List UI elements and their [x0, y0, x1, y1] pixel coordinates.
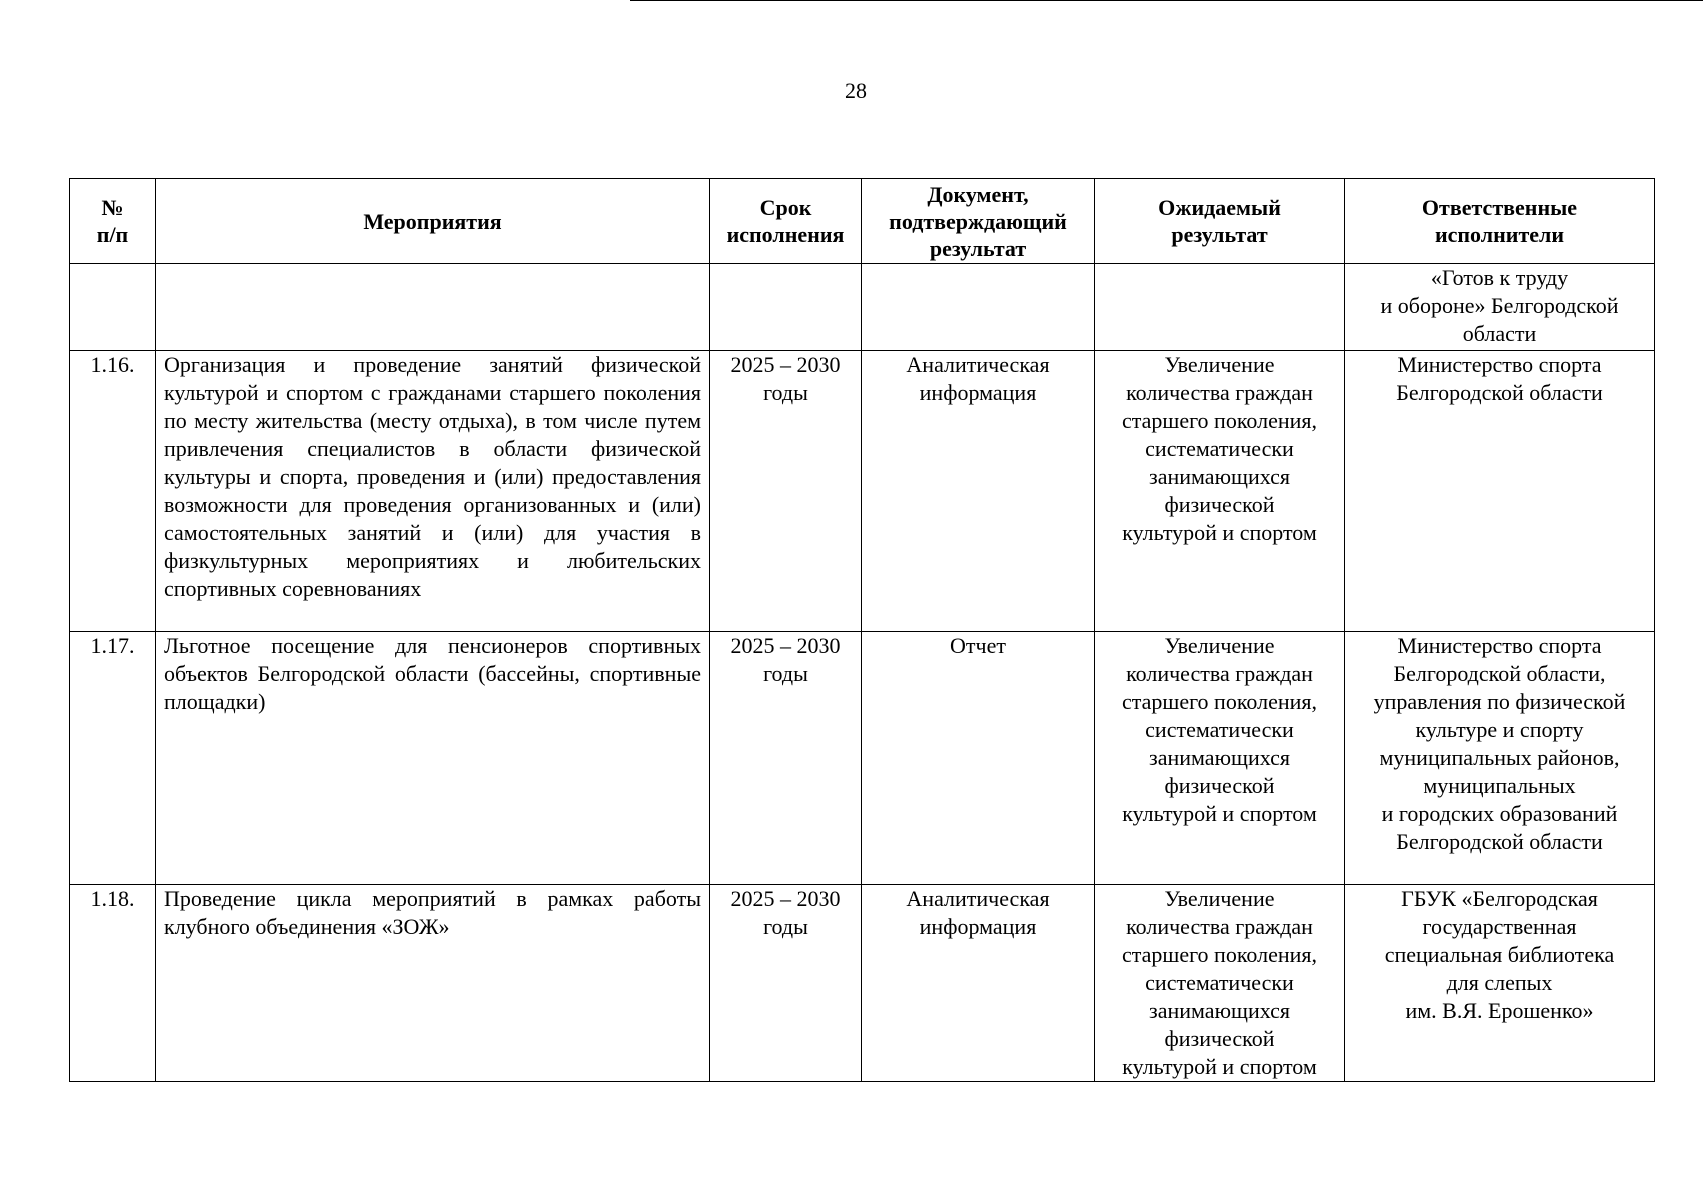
table-row — [70, 632, 1655, 885]
header-num: № п/п — [70, 179, 156, 264]
table-row — [70, 351, 1655, 632]
cell-num: 1.17. — [70, 632, 156, 885]
cell-event: Льготное посещение для пенсионеров спортивных объектов Белгородской области (бассейны, спортивные площадки) — [156, 632, 710, 885]
page-number: 28 — [845, 78, 867, 103]
plan-table — [69, 178, 1655, 1082]
cell-document: Отчет — [862, 632, 1095, 885]
cell-event — [156, 264, 710, 351]
cell-deadline — [710, 264, 862, 351]
cell-deadline: 2025 – 2030 годы — [710, 351, 862, 632]
top-rule — [630, 0, 1703, 1]
table-row — [70, 885, 1655, 1082]
cell-num — [70, 264, 156, 351]
cell-result: Увеличение количества граждан старшего поколения, систематически занимающихся физической культурой и спортом — [1095, 885, 1345, 1082]
cell-document: Аналитическая информация — [862, 351, 1095, 632]
table-header-row — [70, 179, 1655, 264]
cell-result: Увеличение количества граждан старшего поколения, систематически занимающихся физической культурой и спортом — [1095, 632, 1345, 885]
table-row-continuation — [70, 264, 1655, 351]
cell-result: Увеличение количества граждан старшего поколения, систематически занимающихся физической культурой и спортом — [1095, 351, 1345, 632]
cell-num: 1.18. — [70, 885, 156, 1082]
header-deadline: Срок исполнения — [710, 179, 862, 264]
header-responsible: Ответственные исполнители — [1345, 179, 1655, 264]
cell-responsible: Министерство спорта Белгородской области — [1345, 351, 1655, 632]
cell-num: 1.16. — [70, 351, 156, 632]
header-result: Ожидаемый результат — [1095, 179, 1345, 264]
cell-document: Аналитическая информация — [862, 885, 1095, 1082]
cell-responsible: Министерство спорта Белгородской области, управления по физической культуре и спорту муниципальных районов, муниципальных и городских образований Белгородской области — [1345, 632, 1655, 885]
cell-deadline: 2025 – 2030 годы — [710, 632, 862, 885]
cell-deadline: 2025 – 2030 годы — [710, 885, 862, 1082]
header-events: Мероприятия — [156, 179, 710, 264]
cell-event: Организация и проведение занятий физической культурой и спортом с гражданами старшего поколения по месту жительства (месту отдыха), в том числе путем привлечения специалистов в области физической культуры и спорта, проведения и (или) предоставления возможности для проведения организованных и (или) самостоятельных занятий и (или) для участия в физкультурных мероприятиях и любительских спортивных соревнованиях — [156, 351, 710, 632]
cell-result — [1095, 264, 1345, 351]
cell-responsible: «Готов к труду и обороне» Белгородской области — [1345, 264, 1655, 351]
cell-responsible: ГБУК «Белгородская государственная специальная библиотека для слепых им. В.Я. Ерошенко» — [1345, 885, 1655, 1082]
cell-document — [862, 264, 1095, 351]
cell-event: Проведение цикла мероприятий в рамках работы клубного объединения «ЗОЖ» — [156, 885, 710, 1082]
header-document: Документ, подтверждающий результат — [862, 179, 1095, 264]
